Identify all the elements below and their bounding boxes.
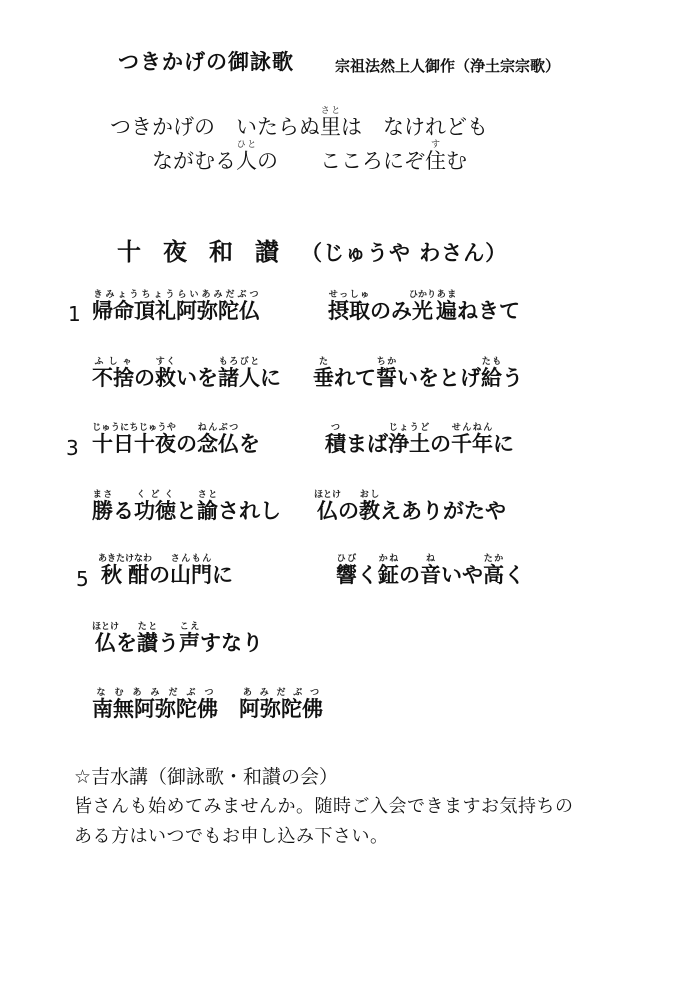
wasan-line-4-right: 仏ほとけの教おしえありがたや — [314, 490, 506, 523]
notice-title: ☆吉水講（御詠歌・和讃の会） — [74, 766, 339, 788]
wasan-line-3-left: 十日十夜じゅうにちじゅうやの念仏ねんぶつを — [92, 423, 260, 456]
poem-text: は なけれども — [341, 115, 488, 139]
poem-text: の こころにぞ — [257, 149, 425, 173]
wasan-title-reading: （じゅうや わさん） — [301, 241, 508, 265]
wasan-line-5-left: 秋酣あきたけなわの山門さんもんに — [98, 554, 234, 587]
notice-line-2: ある方はいつでもお申し込み下さい。 — [74, 826, 389, 847]
wasan-line-1-left: 帰命頂礼阿弥陀仏きみょうちょうらいあみだぶつ — [92, 290, 260, 323]
song-title: つきかげの御詠歌 — [118, 50, 294, 74]
poem-line-2 — [152, 140, 467, 175]
poem-line-1 — [110, 106, 488, 141]
wasan-title-main: 十夜和讃 — [117, 238, 301, 266]
wasan-title — [117, 232, 507, 267]
poem-ruby: 里さと — [320, 106, 341, 139]
wasan-line-5-right: 響ひびく鉦かねの音ねいや高たかく — [336, 554, 525, 587]
verse-number: 5 — [76, 567, 89, 591]
poem-text: つきかげの いたらぬ — [110, 115, 320, 139]
wasan-line-2-right: 垂たれて誓ちかいをとげ給たもう — [313, 357, 523, 390]
poem-text: ながむる — [152, 149, 236, 173]
wasan-line-2-left: 不捨ふしゃの救すくいを諸人もろびとに — [92, 357, 281, 390]
song-author: 宗祖法然上人御作（浄土宗宗歌） — [335, 57, 561, 75]
poem-text: む — [446, 149, 467, 173]
notice-line-1: 皆さんも始めてみませんか。随時ご入会できますお気持ちの — [74, 796, 574, 817]
verse-number: 1 — [68, 302, 81, 326]
wasan-line-3-right: 積つまば浄土じょうどの千年せんねんに — [325, 423, 514, 456]
wasan-line-4-left: 勝まさる功徳くどくと諭さとされし — [92, 490, 281, 523]
verse-number: 3 — [66, 436, 79, 460]
poem-ruby: 住す — [425, 140, 446, 173]
wasan-closing: 南無阿弥陀佛なむあみだぶつ 阿弥陀佛あみだぶつ — [92, 688, 323, 721]
wasan-line-1-right: 摂取せっしゅのみ光ひかり遍あまねきて — [328, 290, 520, 323]
wasan-line-6-left: 仏ほとけを讃たとう声こえすなり — [92, 622, 263, 655]
poem-ruby: 人ひと — [236, 140, 257, 173]
